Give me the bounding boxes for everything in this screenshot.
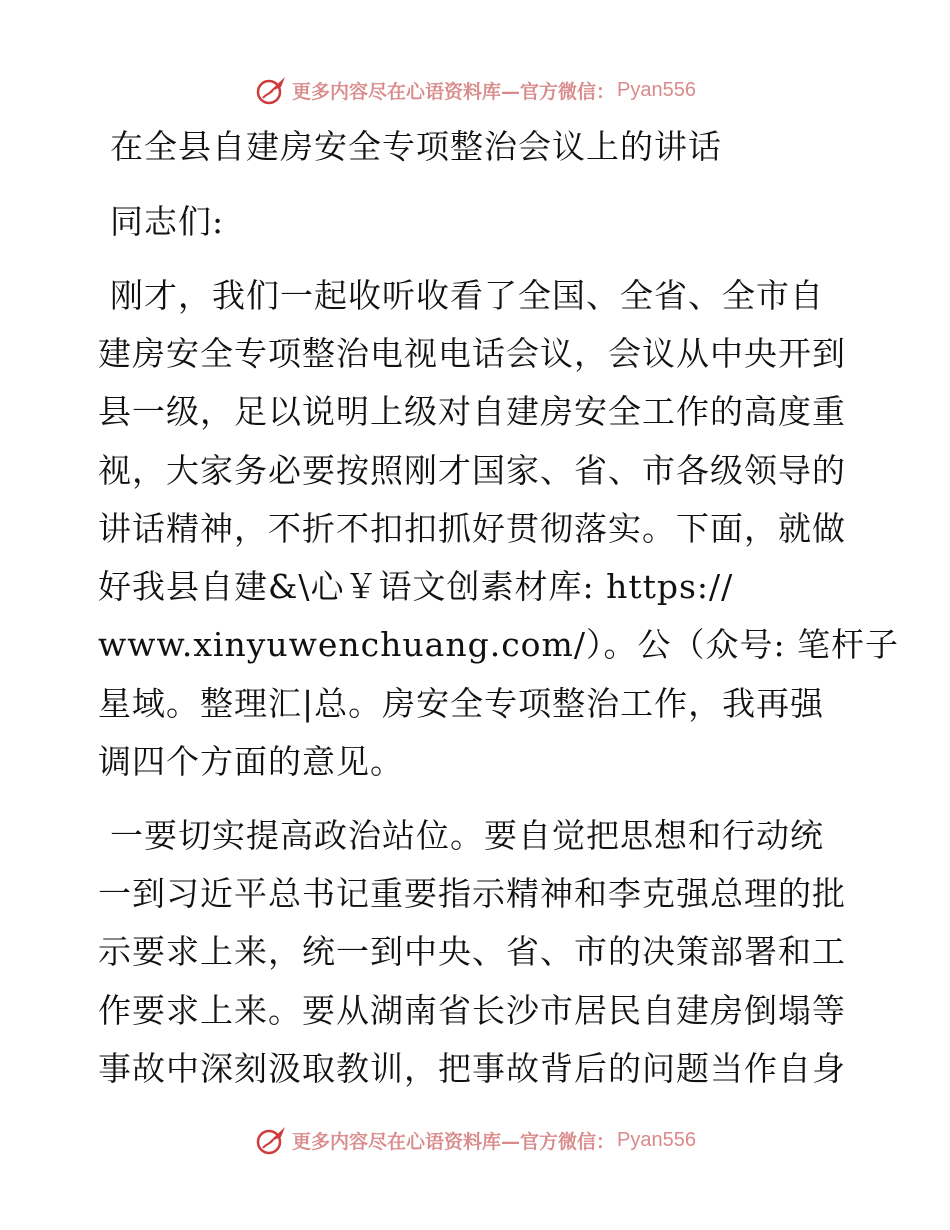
paragraph-line: 县一级，足以说明上级对自建房安全工作的高度重 bbox=[98, 392, 846, 431]
watermark-id: Pyan556 bbox=[617, 1128, 696, 1151]
paragraph-line: 事故中深刻汲取教训，把事故背后的问题当作自身 bbox=[98, 1049, 846, 1088]
document-title: 在全县自建房安全专项整治会议上的讲话 bbox=[110, 127, 722, 166]
watermark-text: 更多内容尽在心语资料库—官方微信： bbox=[292, 1130, 616, 1153]
salutation: 同志们: bbox=[110, 202, 225, 241]
quill-logo-icon bbox=[254, 73, 288, 107]
paragraph-line: 建房安全专项整治电视电话会议，会议从中央开到 bbox=[98, 334, 846, 373]
paragraph-line: 刚才，我们一起收听收看了全国、全省、全市自 bbox=[110, 276, 824, 315]
paragraph-line: 调四个方面的意见。 bbox=[98, 742, 404, 781]
paragraph-line: 一到习近平总书记重要指示精神和李克强总理的批 bbox=[98, 874, 846, 913]
paragraph-line: 视，大家务必要按照刚才国家、省、市各级领导的 bbox=[98, 451, 846, 490]
watermark-footer bbox=[0, 1120, 950, 1160]
quill-logo-icon bbox=[254, 1123, 288, 1157]
watermark-text: 更多内容尽在心语资料库—官方微信： bbox=[292, 80, 616, 103]
watermark-id: Pyan556 bbox=[617, 78, 696, 101]
paragraph-line: 作要求上来。要从湖南省长沙市居民自建房倒塌等 bbox=[98, 991, 846, 1030]
paragraph-line: 一要切实提高政治站位。要自觉把思想和行动统 bbox=[110, 816, 824, 855]
paragraph-line: 示要求上来，统一到中央、省、市的决策部署和工 bbox=[98, 932, 846, 971]
watermark-header bbox=[0, 70, 950, 110]
paragraph-line: 星域。整理汇|总。房安全专项整治工作，我再强 bbox=[98, 684, 825, 723]
paragraph-line: 好我县自建&\心￥语文创素材库: https:// bbox=[98, 567, 734, 606]
paragraph-line: 讲话精神，不折不扣扣抓好贯彻落实。下面，就做 bbox=[98, 509, 846, 548]
paragraph-line: www.xinyuwenchuang.com/）。公（众号: 笔杆子 bbox=[98, 625, 900, 664]
